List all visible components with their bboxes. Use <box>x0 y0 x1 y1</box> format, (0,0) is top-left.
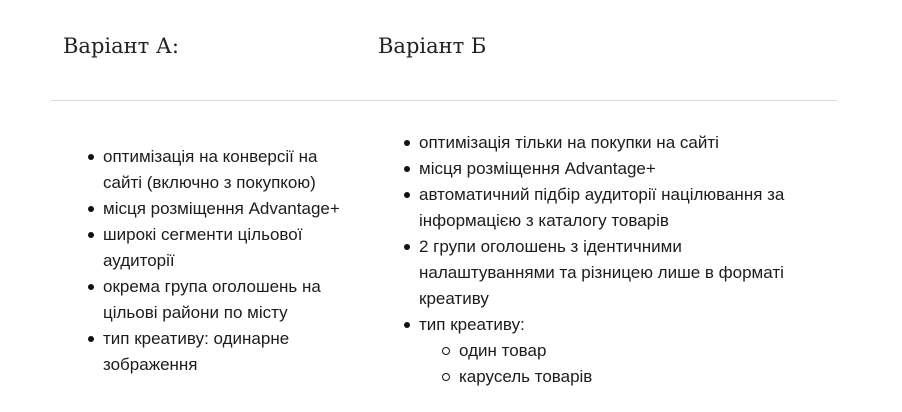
list-item-text: автоматичний підбір аудиторії націлювання за інформацією з каталогу товарів <box>419 185 785 230</box>
list-item-text: широкі сегменти цільової аудиторії <box>103 225 303 270</box>
sub-list-item <box>441 338 820 364</box>
bullet-icon <box>404 322 410 328</box>
list-item <box>84 222 354 274</box>
list-item-text: 2 групи оголошень з ідентичними налаштуваннями та різницею лише в форматі креативу <box>419 237 784 308</box>
circle-bullet-icon <box>442 347 450 355</box>
list-item-text: тип креативу: одинарне зображення <box>103 329 290 374</box>
bullet-icon <box>404 166 410 172</box>
divider <box>51 100 837 101</box>
list-item-text: місця розміщення Advantage+ <box>419 159 656 178</box>
variant-a-list <box>84 144 354 378</box>
bullet-icon <box>88 336 94 342</box>
bullet-icon <box>404 192 410 198</box>
list-item <box>400 156 820 182</box>
bullet-icon <box>88 232 94 238</box>
list-item-text: оптимізація на конверсії на сайті (включно з покупкою) <box>103 147 318 192</box>
bullet-icon <box>88 284 94 290</box>
list-item <box>400 234 820 312</box>
list-item-text: тип креативу: <box>419 315 525 334</box>
list-item <box>400 130 820 156</box>
circle-bullet-icon <box>442 373 450 381</box>
list-item-text: окрема група оголошень на цільові райони по місту <box>103 277 321 322</box>
list-item <box>84 144 354 196</box>
bullet-icon <box>404 244 410 250</box>
sub-list-item-text: один товар <box>459 341 547 360</box>
list-item-text: оптимізація тільки на покупки на сайті <box>419 133 719 152</box>
list-item <box>400 312 820 390</box>
variant-b-heading: Варіант Б <box>378 34 487 58</box>
sub-list-item-text: карусель товарів <box>459 367 593 386</box>
list-item <box>400 182 820 234</box>
sub-list-item <box>441 364 820 390</box>
bullet-icon <box>88 154 94 160</box>
variant-b-list <box>400 130 820 390</box>
list-item-text: місця розміщення Advantage+ <box>103 199 340 218</box>
variant-a-heading: Варіант А: <box>63 34 179 58</box>
list-item <box>84 326 354 378</box>
bullet-icon <box>88 206 94 212</box>
list-item <box>84 196 354 222</box>
bullet-icon <box>404 140 410 146</box>
list-item <box>84 274 354 326</box>
creative-type-sublist <box>419 338 820 390</box>
